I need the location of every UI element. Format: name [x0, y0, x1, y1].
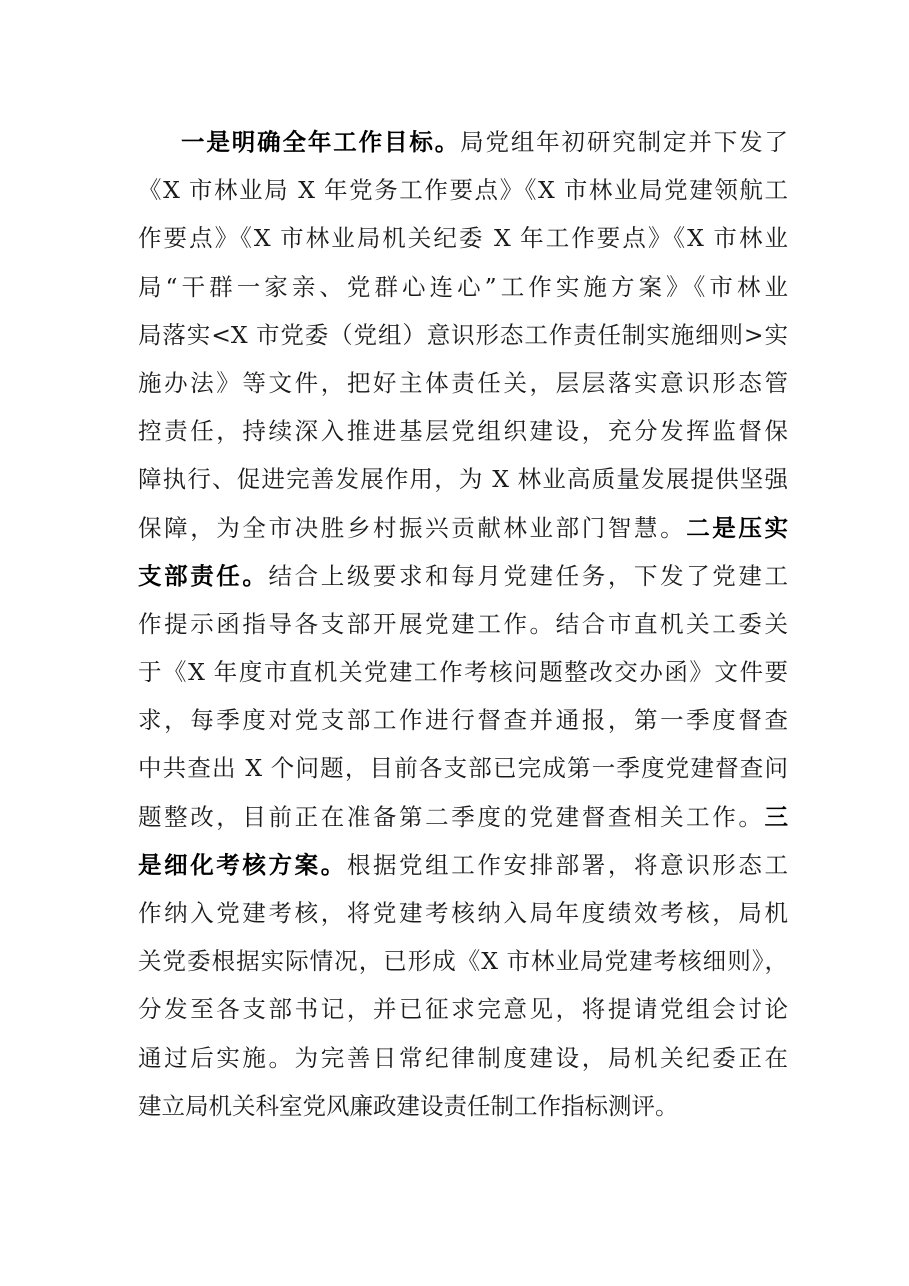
body-text: 局党组年初研究制定并下发了 [460, 128, 789, 156]
text-line [138, 600, 788, 648]
text-line [138, 359, 788, 407]
body-text: 保障，为全市决胜乡村振兴贡献林业部门智慧。 [138, 513, 687, 542]
body-text: 题整改，目前正在准备第二季度的党建督查相关工作。 [138, 802, 765, 831]
bold-heading-text: 一是明确全年工作目标。 [181, 128, 461, 156]
text-line [138, 263, 788, 311]
body-text: 作要点》《X 市林业局机关纪委 X 年工作要点》《X 市林业 [138, 224, 788, 253]
text-line [138, 1082, 788, 1130]
body-text: 中共查出 X 个问题，目前各支部已完成第一季度党建督查问 [138, 754, 788, 783]
body-text: 通过后实施。为完善日常纪律制度建设，局机关纪委正在 [138, 1043, 788, 1072]
body-paragraph [138, 118, 788, 1130]
text-line [138, 937, 788, 985]
body-text: 作提示函指导各支部开展党建工作。结合市直机关工委关 [138, 609, 788, 638]
body-text: 根据党组工作安排部署，将意识形态工 [346, 850, 789, 879]
body-text: 障执行、促进完善发展作用，为 X 林业高质量发展提供坚强 [138, 465, 788, 494]
body-text: 结合上级要求和每月党建任务，下发了党建工 [268, 561, 789, 590]
body-text: 《X 市林业局 X 年党务工作要点》《X 市林业局党建领航工 [138, 176, 788, 205]
text-line [138, 841, 788, 889]
text-line [138, 889, 788, 937]
body-text: 建立局机关科室党风廉政建设责任制工作指标测评。 [138, 1091, 679, 1120]
text-line [138, 1034, 788, 1082]
text-line [138, 311, 788, 359]
text-line [138, 118, 788, 166]
body-text: 局落实<X 市党委（党组）意识形态工作责任制实施细则>实 [138, 320, 788, 349]
body-text: 求，每季度对党支部工作进行督查并通报，第一季度督查 [138, 706, 788, 735]
body-text: 作纳入党建考核，将党建考核纳入局年度绩效考核，局机 [138, 899, 788, 927]
text-line [138, 793, 788, 841]
text-line [138, 648, 788, 696]
bold-heading-text: 三 [764, 802, 788, 831]
body-text: 控责任，持续深入推进基层党组织建设，充分发挥监督保 [138, 417, 788, 446]
body-text: 于《X 年度市直机关党建工作考核问题整改交办函》文件要 [138, 658, 788, 687]
text-line [138, 985, 788, 1033]
text-line [138, 214, 788, 262]
bold-heading-text: 支部责任。 [138, 561, 269, 590]
text-line [138, 696, 788, 744]
body-text: 施办法》等文件，把好主体责任关，层层落实意识形态管 [138, 368, 788, 397]
body-text: 关党委根据实际情况，已形成《X 市林业局党建考核细则》， [138, 947, 788, 976]
body-text: 分发至各支部书记，并已征求完意见，将提请党组会讨论 [138, 995, 788, 1024]
body-text: 局“干群一家亲、党群心连心”工作实施方案》《市林业 [138, 272, 788, 301]
text-line [138, 744, 788, 792]
text-line [138, 455, 788, 503]
text-line [138, 504, 788, 552]
text-line [138, 552, 788, 600]
text-line [138, 407, 788, 455]
bold-heading-text: 是细化考核方案。 [138, 850, 347, 879]
text-line [138, 166, 788, 214]
bold-heading-text: 二是压实 [686, 513, 789, 542]
